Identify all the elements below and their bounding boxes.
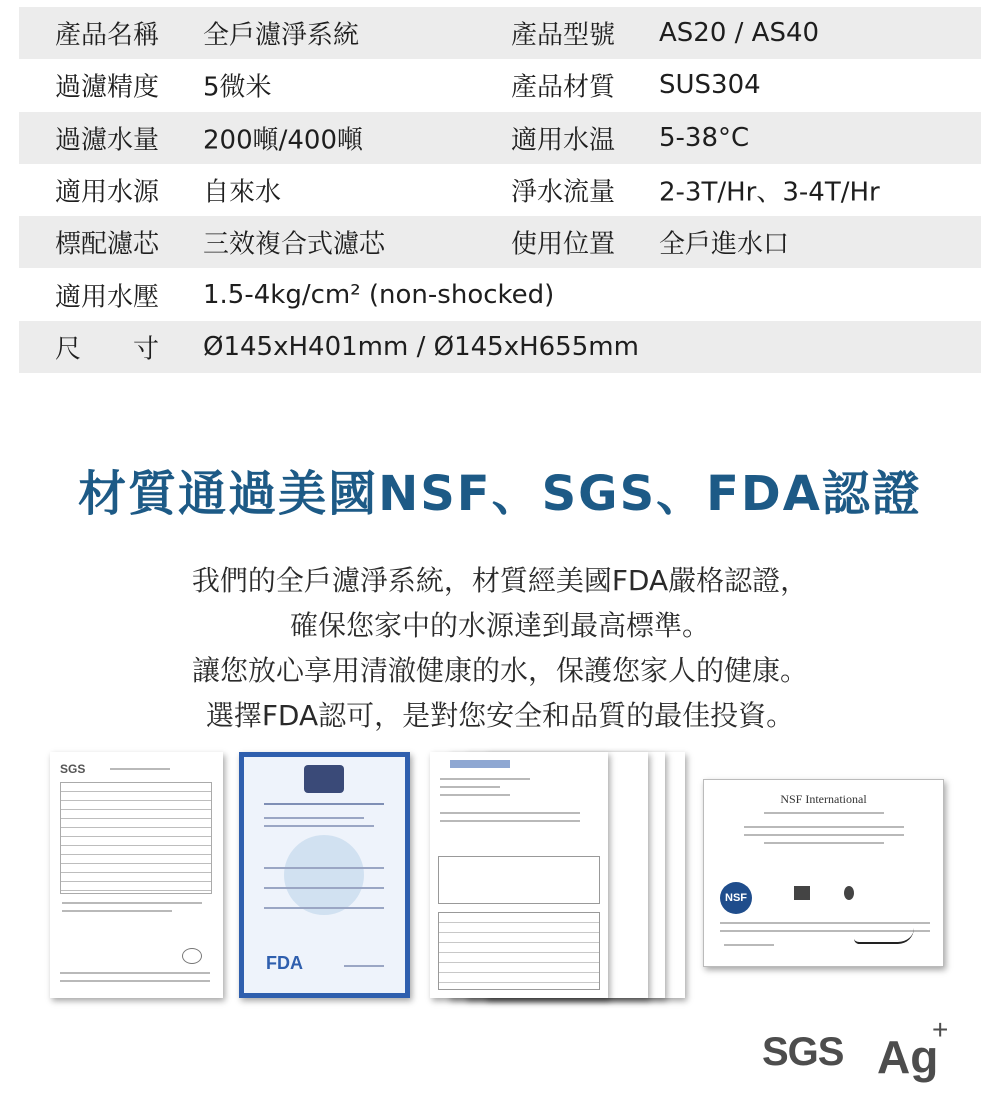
fda-certificate-image	[239, 752, 410, 998]
spec-row	[19, 112, 981, 164]
ag-plus-mark: +	[932, 1014, 949, 1045]
spec-value: 自來水	[203, 177, 282, 208]
spec-value: Ø145xH401mm / Ø145xH655mm	[203, 331, 639, 362]
spec-value: AS20 / AS40	[659, 18, 820, 49]
spec-row	[19, 268, 981, 320]
spec-value: 5微米	[203, 72, 272, 103]
spec-value: 全戶濾淨系統	[203, 20, 360, 51]
spec-key: 過濾水量	[55, 125, 160, 156]
sgs-doc-label: SGS	[60, 762, 86, 776]
spec-key: 過濾精度	[55, 72, 160, 103]
spec-key: 適用水壓	[55, 282, 160, 313]
paragraph-line: 我們的全戶濾淨系統，材質經美國FDA嚴格認證，	[191, 564, 809, 597]
spec-key: 淨水流量	[511, 177, 616, 208]
description-paragraph	[0, 558, 1000, 738]
nsf-title: NSF International	[780, 792, 867, 806]
spec-key: 適用水源	[55, 177, 160, 208]
fda-logo: FDA	[266, 953, 303, 973]
spec-row	[19, 216, 981, 268]
spec-row	[19, 164, 981, 216]
spec-key: 產品型號	[511, 20, 616, 51]
spec-row	[19, 7, 981, 59]
paragraph-line: 選擇FDA認可，是對您安全和品質的最佳投資。	[205, 699, 795, 732]
sgs-logo: SGS	[762, 1030, 844, 1074]
spec-key: 標配濾芯	[55, 229, 160, 260]
nsf-certificate-image	[703, 779, 944, 967]
spec-value: 1.5-4kg/cm² (non-shocked)	[203, 279, 555, 310]
spec-row	[19, 59, 981, 111]
spec-key: 產品名稱	[55, 20, 160, 51]
spec-value: SUS304	[659, 70, 761, 101]
spec-key: 使用位置	[511, 229, 616, 260]
spec-key: 適用水温	[511, 125, 616, 156]
spec-row	[19, 321, 981, 373]
sgs-certificate-image	[50, 752, 223, 998]
spec-key: 尺 寸	[55, 334, 160, 365]
section-heading: 材質通過美國NSF、SGS、FDA認證	[78, 466, 922, 522]
spec-key: 產品材質	[511, 72, 616, 103]
paragraph-line: 讓您放心享用清澈健康的水，保護您家人的健康。	[191, 654, 808, 687]
spec-value: 2-3T/Hr、3-4T/Hr	[659, 177, 880, 208]
spec-table	[19, 7, 981, 373]
nsf-seal-icon: NSF	[720, 882, 752, 914]
stacked-document-image	[430, 752, 608, 998]
paragraph-line: 確保您家中的水源達到最高標準。	[289, 609, 710, 642]
spec-value: 全戶進水口	[659, 229, 790, 260]
spec-value: 200噸/400噸	[203, 125, 364, 156]
spec-value: 三效複合式濾芯	[203, 229, 386, 260]
spec-value: 5-38°C	[659, 122, 750, 153]
ag-logo: Ag	[877, 1031, 939, 1083]
